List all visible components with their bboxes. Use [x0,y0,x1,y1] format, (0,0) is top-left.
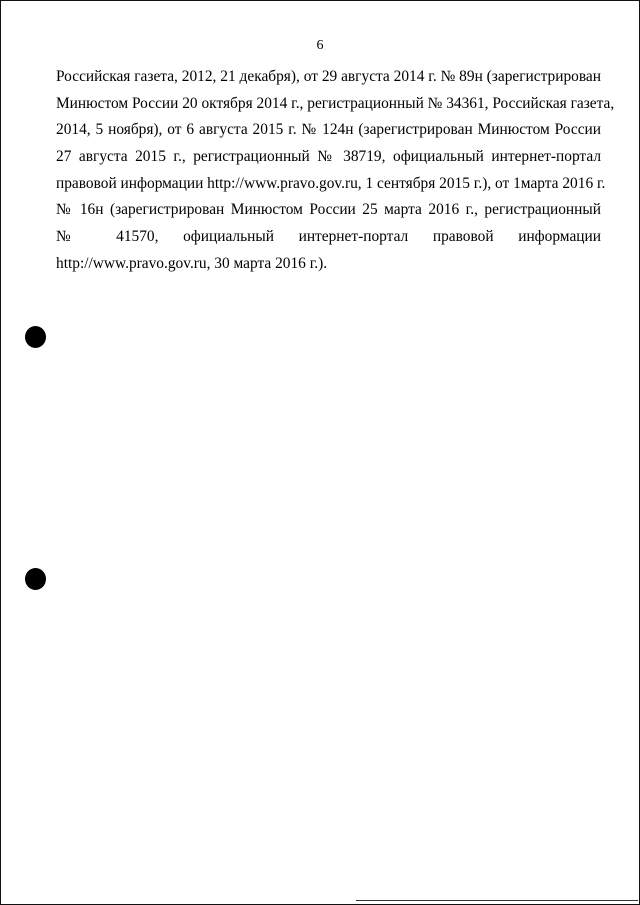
text-line: правовой информации http://www.pravo.gov.ru, 1 сентября 2015 г.), от 1марта 2016 г. [56,174,606,192]
text-line: http://www.pravo.gov.ru, 30 марта 2016 г.). [56,254,328,272]
page-number: 6 [316,38,324,53]
text-line: № 41570, официальный интернет-портал правовой информации [56,228,601,246]
document-paragraph [56,64,615,278]
text-line: 27 августа 2015 г., регистрационный № 38719, официальный интернет-портал [56,148,601,166]
scan-edge-line [356,900,638,901]
text-line: № 16н (зарегистрирован Минюстом России 25 марта 2016 г., регистрационный [56,201,601,219]
punch-hole-icon [25,326,46,348]
text-line: Российская газета, 2012, 21 декабря), от 29 августа 2014 г. № 89н (зарегистрирован [56,68,601,85]
punch-hole-icon [25,568,46,590]
text-line: 2014, 5 ноября), от 6 августа 2015 г. № 124н (зарегистрирован Минюстом России [56,121,601,139]
text-line: Минюстом России 20 октября 2014 г., регистрационный № 34361, Российская газета, [56,94,615,112]
